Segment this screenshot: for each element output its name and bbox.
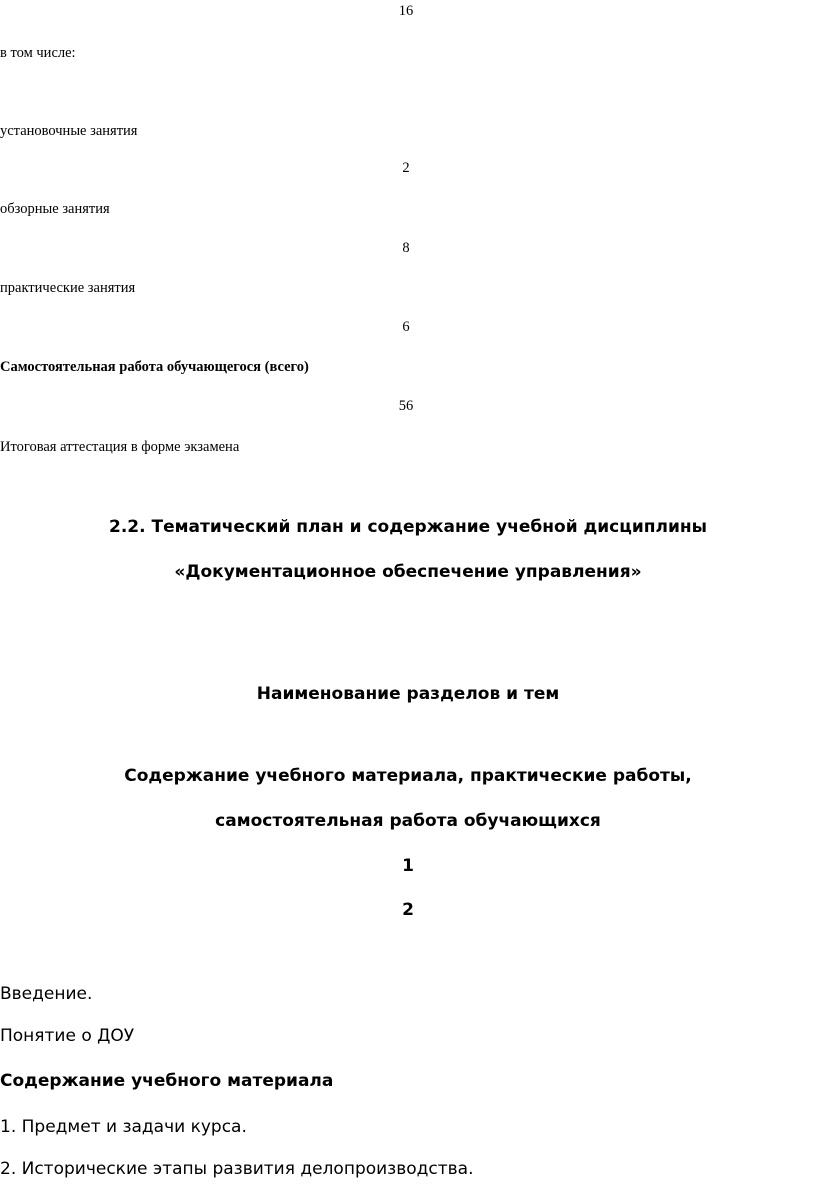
column-header-content-line2: самостоятельная работа обучающихся — [215, 811, 601, 831]
row-label-practical-classes: практические занятия — [0, 280, 136, 296]
row-label-review-classes: обзорные занятия — [0, 201, 110, 217]
row-label-orientation-classes: установочные занятия — [0, 123, 138, 139]
column-header-sections: Наименование разделов и тем — [256, 684, 560, 704]
column-number-2: 2 — [402, 900, 414, 920]
content-item-2: 2. Исторические этапы развития делопроизводства. — [0, 1159, 474, 1179]
intro-title: Введение. — [0, 984, 93, 1004]
topic-title: Понятие о ДОУ — [0, 1026, 135, 1046]
content-item-1: 1. Предмет и задачи курса. — [0, 1117, 247, 1137]
row-value-orientation-classes: 2 — [402, 160, 410, 176]
row-value-review-classes: 8 — [402, 240, 410, 256]
row-label-independent-work: Самостоятельная работа обучающегося (всего) — [0, 359, 309, 375]
row-value-practical-classes: 6 — [402, 319, 410, 335]
column-number-1: 1 — [402, 856, 414, 876]
material-heading: Содержание учебного материала — [0, 1071, 334, 1091]
row-value-independent-work: 56 — [398, 398, 414, 414]
section-heading-line1: 2.2. Тематический план и содержание учебной дисциплины — [108, 517, 707, 537]
total-hours-value: 16 — [398, 3, 414, 19]
section-heading-line2: «Документационное обеспечение управления» — [174, 562, 642, 582]
final-assessment-label: Итоговая аттестация в форме экзамена — [0, 439, 240, 455]
including-label: в том числе: — [0, 45, 76, 61]
column-header-content-line1: Содержание учебного материала, практические работы, — [124, 766, 692, 786]
